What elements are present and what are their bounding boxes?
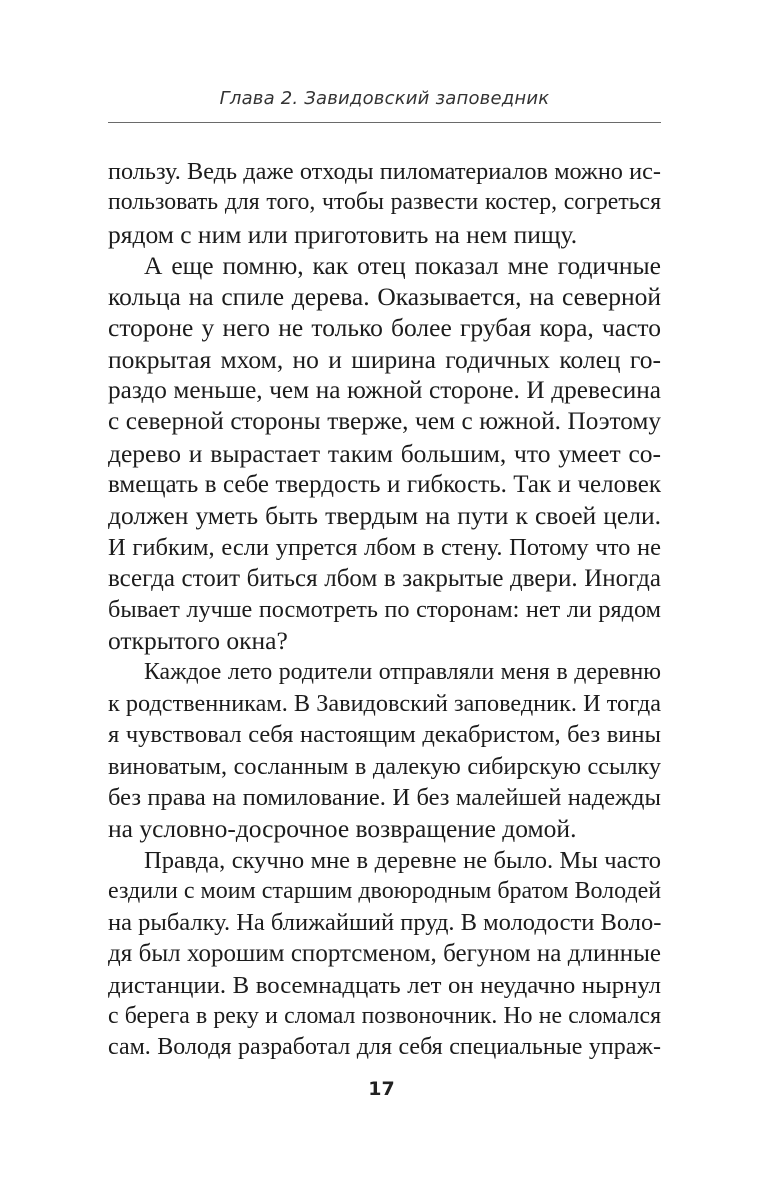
text-line: И гибким, если упрется лбом в стену. Потому что не: [108, 533, 661, 561]
text-line: дистанции. В восемнадцать лет он неудачно нырнул: [108, 971, 661, 999]
text-line: вмещать в себе твердость и гибкость. Так и человек: [108, 470, 661, 498]
text-line: Правда, скучно мне в деревне не было. Мы часто: [144, 846, 661, 874]
text-line: сам. Володя разработал для себя специальные упраж-: [108, 1034, 661, 1061]
page-number: 17: [368, 1078, 395, 1100]
text-line: на рыбалку. На ближайший пруд. В молодости Воло-: [108, 909, 662, 937]
text-line: стороне у него не только более грубая кора, часто: [108, 313, 661, 343]
text-line: рядом с ним или приготовить на нем пищу.: [108, 219, 578, 249]
text-line: дерево и вырастает таким большим, что умеет со-: [108, 438, 661, 468]
text-line: виноватым, сосланным в далекую сибирскую ссылку: [108, 752, 661, 780]
text-line: бывает лучше посмотреть по сторонам: нет ли рядом: [108, 596, 661, 624]
paragraph: [108, 156, 661, 250]
text-line: с берега в реку и сломал позвоночник. Но не сломался: [108, 1003, 661, 1030]
running-head: Глава 2. Завидовский заповедник: [219, 88, 550, 109]
paragraph: [108, 845, 661, 1064]
text-line: должен уметь быть твердым на пути к своей цели.: [108, 501, 661, 531]
text-line: дя был хорошим спортсменом, бегуном на длинные: [108, 940, 661, 968]
text-line: я чувствовал себя настоящим декабристом, без вины: [108, 721, 661, 749]
text-line: А еще помню, как отец показал мне годичные: [144, 250, 661, 280]
paragraph: [108, 657, 661, 845]
text-line: с северной стороны тверже, чем с южной. Поэтому: [108, 407, 661, 436]
text-line: раздо меньше, чем на южной стороне. И древесина: [108, 376, 661, 405]
text-line: пользу. Ведь даже отходы пиломатериалов можно ис-: [108, 158, 661, 185]
text-line: кольца на спиле дерева. Оказывается, на северной: [108, 282, 661, 312]
text-line: без права на помилование. И без малейшей надежды: [108, 783, 661, 811]
header-rule: [108, 122, 661, 123]
text-line: Каждое лето родители отправляли меня в деревню: [144, 658, 661, 685]
text-line: покрытая мхом, но и ширина годичных колец го-: [108, 344, 661, 374]
text-line: открытого окна?: [108, 626, 288, 656]
body-text: [108, 156, 661, 1064]
paragraph: [108, 250, 661, 657]
text-line: пользовать для того, чтобы развести костер, согреться: [108, 189, 661, 216]
text-line: к родственникам. В Завидовский заповедник. И тогда: [108, 690, 661, 718]
text-line: всегда стоит биться лбом в закрытые двери. Иногда: [108, 564, 661, 592]
text-line: ездили с моим старшим двоюродным братом Володей: [108, 877, 662, 904]
text-line: на условно-досрочное возвращение домой.: [108, 814, 577, 844]
